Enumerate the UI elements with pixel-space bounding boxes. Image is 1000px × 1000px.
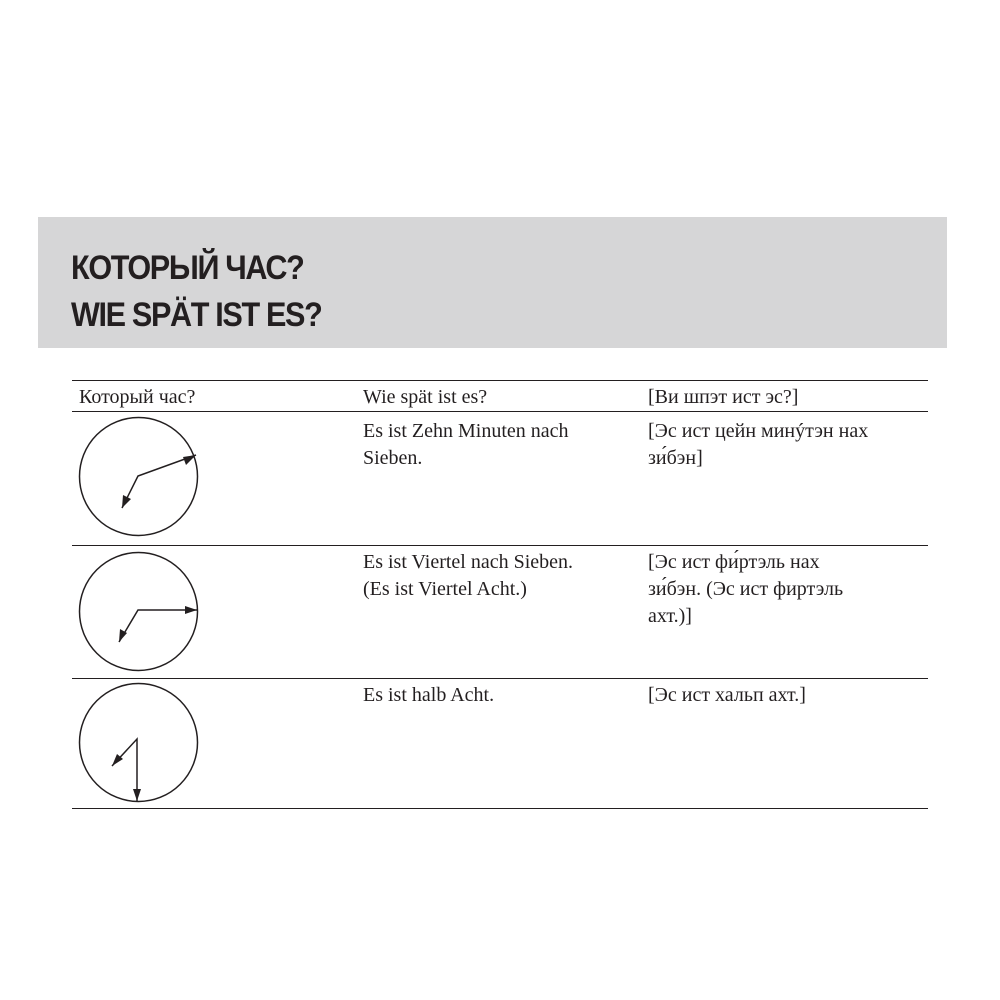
german-phrase-line: (Es ist Viertel Acht.) xyxy=(363,578,527,600)
table-top-rule xyxy=(72,380,928,381)
transcription-line: [Эс ист цейн минýтэн нах xyxy=(648,420,869,442)
transcription-line: [Эс ист фи́ртэль нах xyxy=(648,551,820,573)
row-divider xyxy=(72,545,928,546)
hour-hand-arrowhead xyxy=(122,495,131,508)
transcription-line: [Эс ист хальп ахт.] xyxy=(648,684,806,706)
table-bottom-rule xyxy=(72,808,928,809)
title-russian: КОТОРЫЙ ЧАС? xyxy=(71,249,304,287)
clock-face-icon xyxy=(76,414,201,539)
header-russian: Который час? xyxy=(79,386,196,408)
clock-face-icon xyxy=(76,549,201,674)
clock-face-icon xyxy=(76,680,201,805)
german-phrase-line: Sieben. xyxy=(363,447,423,469)
transcription-line: ахт.)] xyxy=(648,605,692,627)
german-phrase-line: Es ist Viertel nach Sieben. xyxy=(363,551,574,573)
header-german: Wie spät ist es? xyxy=(363,386,488,408)
clock-hands xyxy=(119,610,197,642)
title-german: WIE SPÄT IST ES? xyxy=(71,296,322,334)
header-bottom-rule xyxy=(72,411,928,412)
clock-hands xyxy=(122,455,196,508)
german-phrase-line: Es ist Zehn Minuten nach xyxy=(363,420,569,442)
german-phrase-line: Es ist halb Acht. xyxy=(363,684,495,706)
clock-circle xyxy=(80,553,198,671)
row-divider xyxy=(72,678,928,679)
clock-hands xyxy=(112,739,137,801)
minute-hand-arrowhead xyxy=(133,789,141,801)
transcription-line: зи́бэн. (Эс ист фиртэль xyxy=(648,578,844,600)
minute-hand-arrowhead xyxy=(183,455,196,465)
transcription-line: зи́бэн] xyxy=(648,447,703,469)
header-transcription: [Ви шпэт ист эс?] xyxy=(648,386,799,408)
minute-hand-arrowhead xyxy=(185,606,197,614)
clock-circle xyxy=(80,684,198,802)
title-banner xyxy=(38,217,947,348)
